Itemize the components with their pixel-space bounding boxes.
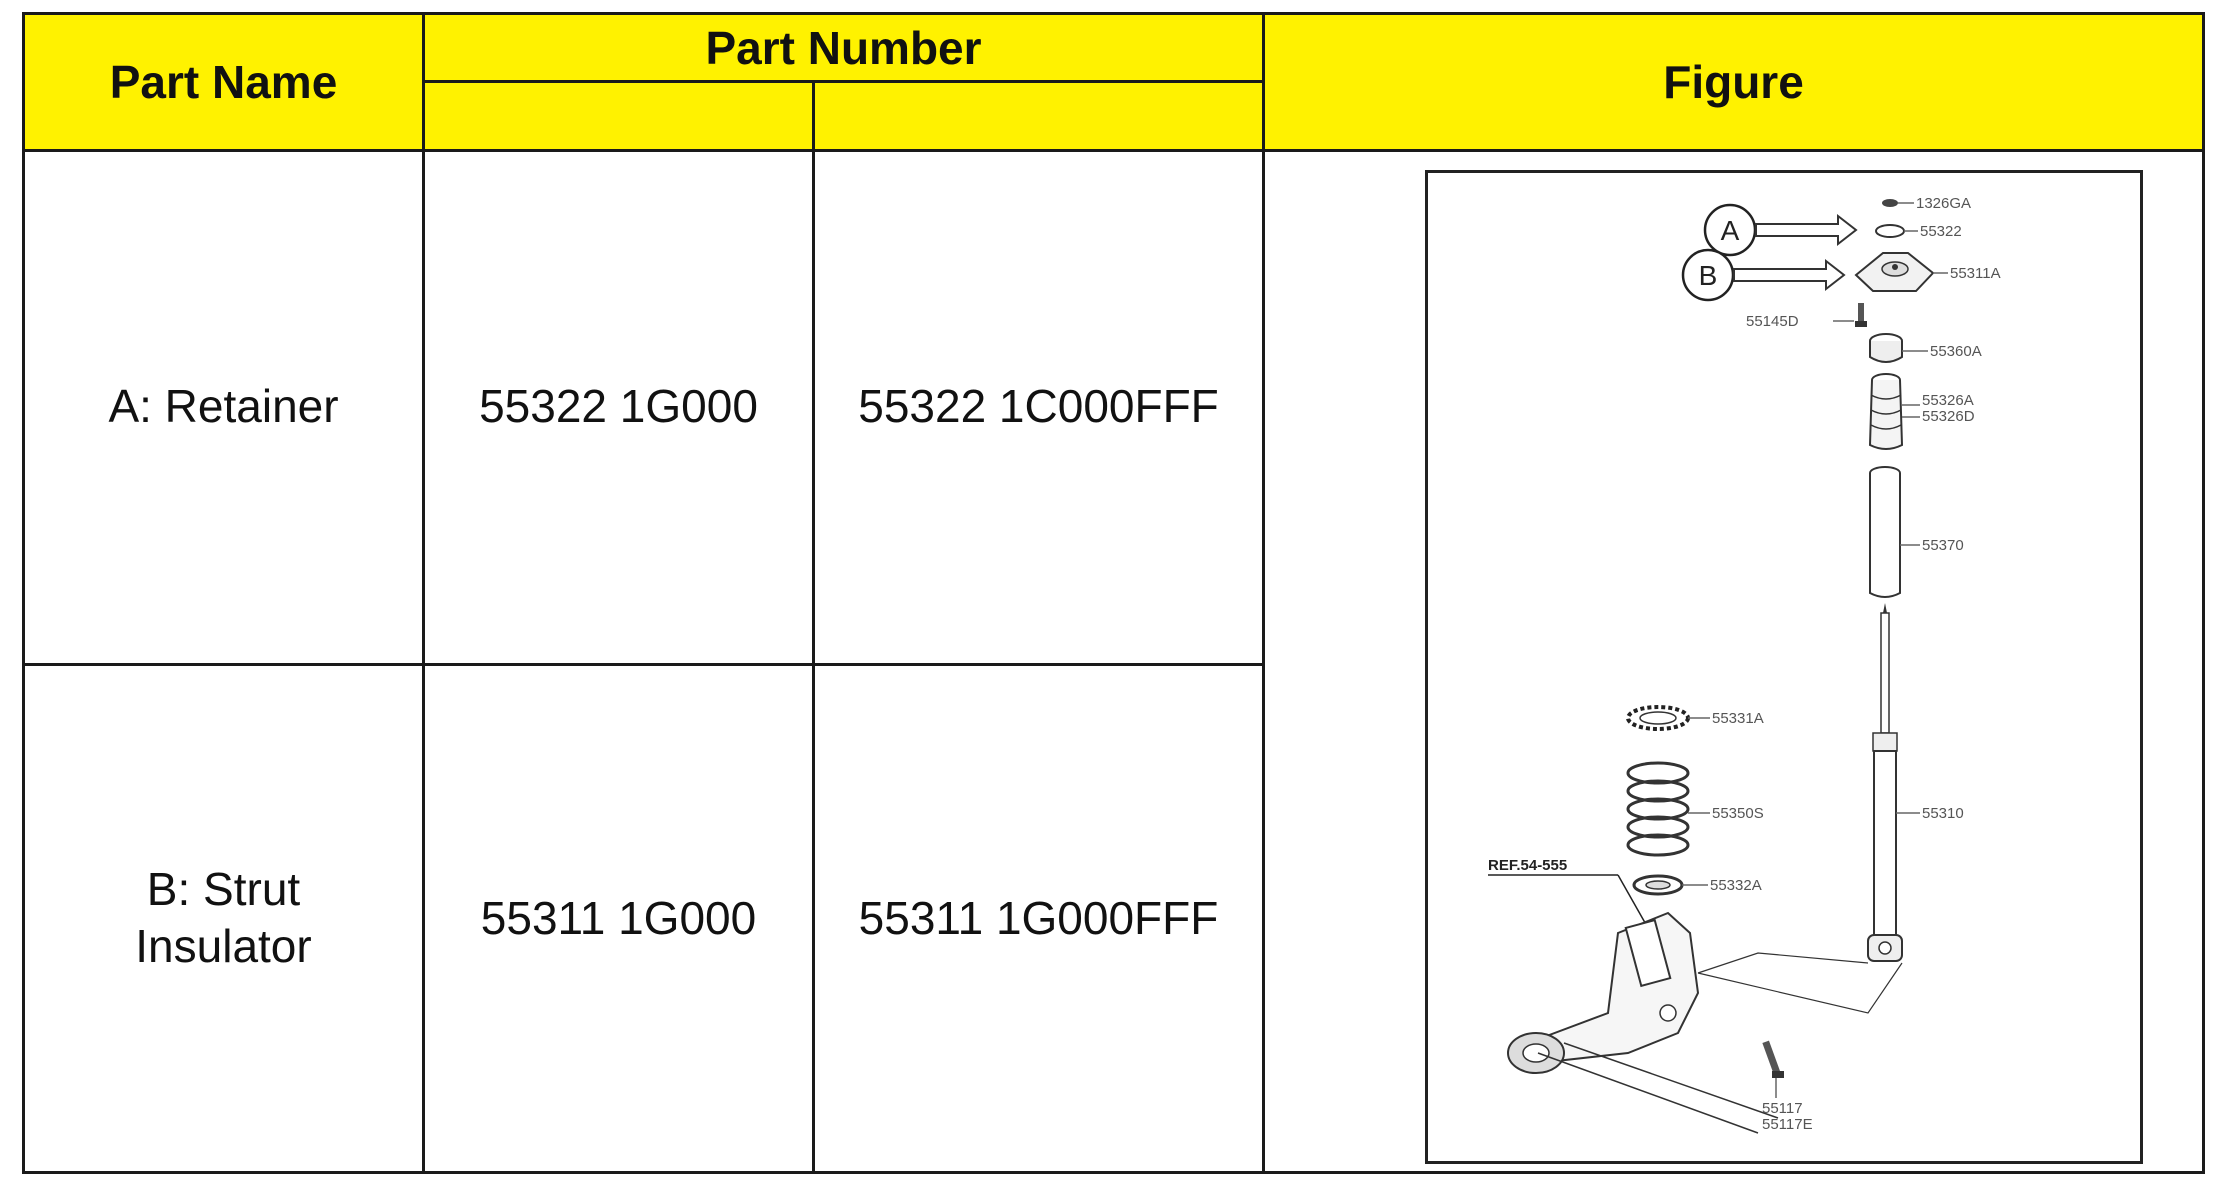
dust-cover-part	[1870, 467, 1964, 597]
header-part-number: Part Number	[424, 14, 1264, 82]
svg-text:55332A: 55332A	[1710, 876, 1762, 894]
retainer-part	[1876, 223, 1962, 240]
svg-text:55326A: 55326A	[1922, 391, 1974, 409]
row-a-part-number-1: 55322 1G000	[424, 150, 814, 664]
row-b-part-number-1: 55311 1G000	[424, 664, 814, 1172]
parts-table	[22, 12, 2205, 1174]
row-a-part-number-2: 55322 1C000FFF	[814, 150, 1264, 664]
row-b-part-name-line1: B: Strut	[146, 862, 301, 915]
ref-label	[1488, 857, 1648, 928]
strut-insulator-part	[1856, 253, 2001, 291]
svg-text:55322: 55322	[1920, 222, 1962, 240]
row-b-part-number-2: 55311 1G000FFF	[814, 664, 1264, 1172]
svg-text:55360A: 55360A	[1930, 342, 1982, 360]
svg-text:55117E: 55117E	[1762, 1115, 1813, 1133]
svg-text:55331A: 55331A	[1712, 709, 1764, 727]
svg-text:A: A	[1720, 214, 1740, 246]
callout-a	[1705, 205, 1856, 255]
row-a-part-name: A: Retainer	[24, 150, 424, 664]
svg-text:B: B	[1698, 259, 1718, 291]
svg-text:REF.54-555: REF.54-555	[1488, 856, 1568, 874]
svg-text:55117: 55117	[1762, 1099, 1803, 1117]
header-part-name: Part Name	[24, 14, 424, 151]
bump-cap-part	[1870, 334, 1982, 362]
row-b-part-name-line2: Insulator	[135, 920, 312, 973]
svg-text:55350S: 55350S	[1712, 804, 1764, 822]
nut-part	[1882, 195, 1971, 212]
lower-arm-part	[1508, 913, 1902, 1133]
header-part-number-sub-2	[814, 82, 1264, 150]
coil-spring-part	[1628, 763, 1764, 855]
bolt-part	[1746, 303, 1867, 330]
header-figure: Figure	[1264, 14, 2204, 151]
callout-b	[1683, 250, 1844, 300]
svg-text:55310: 55310	[1922, 804, 1964, 822]
upper-spring-seat-part	[1628, 707, 1764, 729]
row-b-part-name	[24, 664, 424, 1172]
bumper-part	[1870, 374, 1975, 449]
lower-spring-seat-part	[1634, 876, 1762, 894]
svg-text:55311A: 55311A	[1950, 264, 2001, 282]
lower-bolt-part	[1762, 1040, 1813, 1132]
svg-text:1326GA: 1326GA	[1916, 194, 1972, 212]
svg-text:55370: 55370	[1922, 536, 1964, 554]
shock-absorber-part	[1868, 603, 1964, 961]
svg-text:55145D: 55145D	[1746, 312, 1799, 330]
exploded-diagram	[1425, 170, 2143, 1164]
svg-text:55326D: 55326D	[1922, 407, 1975, 425]
figure-cell	[1264, 150, 2204, 1172]
header-part-number-sub-1	[424, 82, 814, 150]
